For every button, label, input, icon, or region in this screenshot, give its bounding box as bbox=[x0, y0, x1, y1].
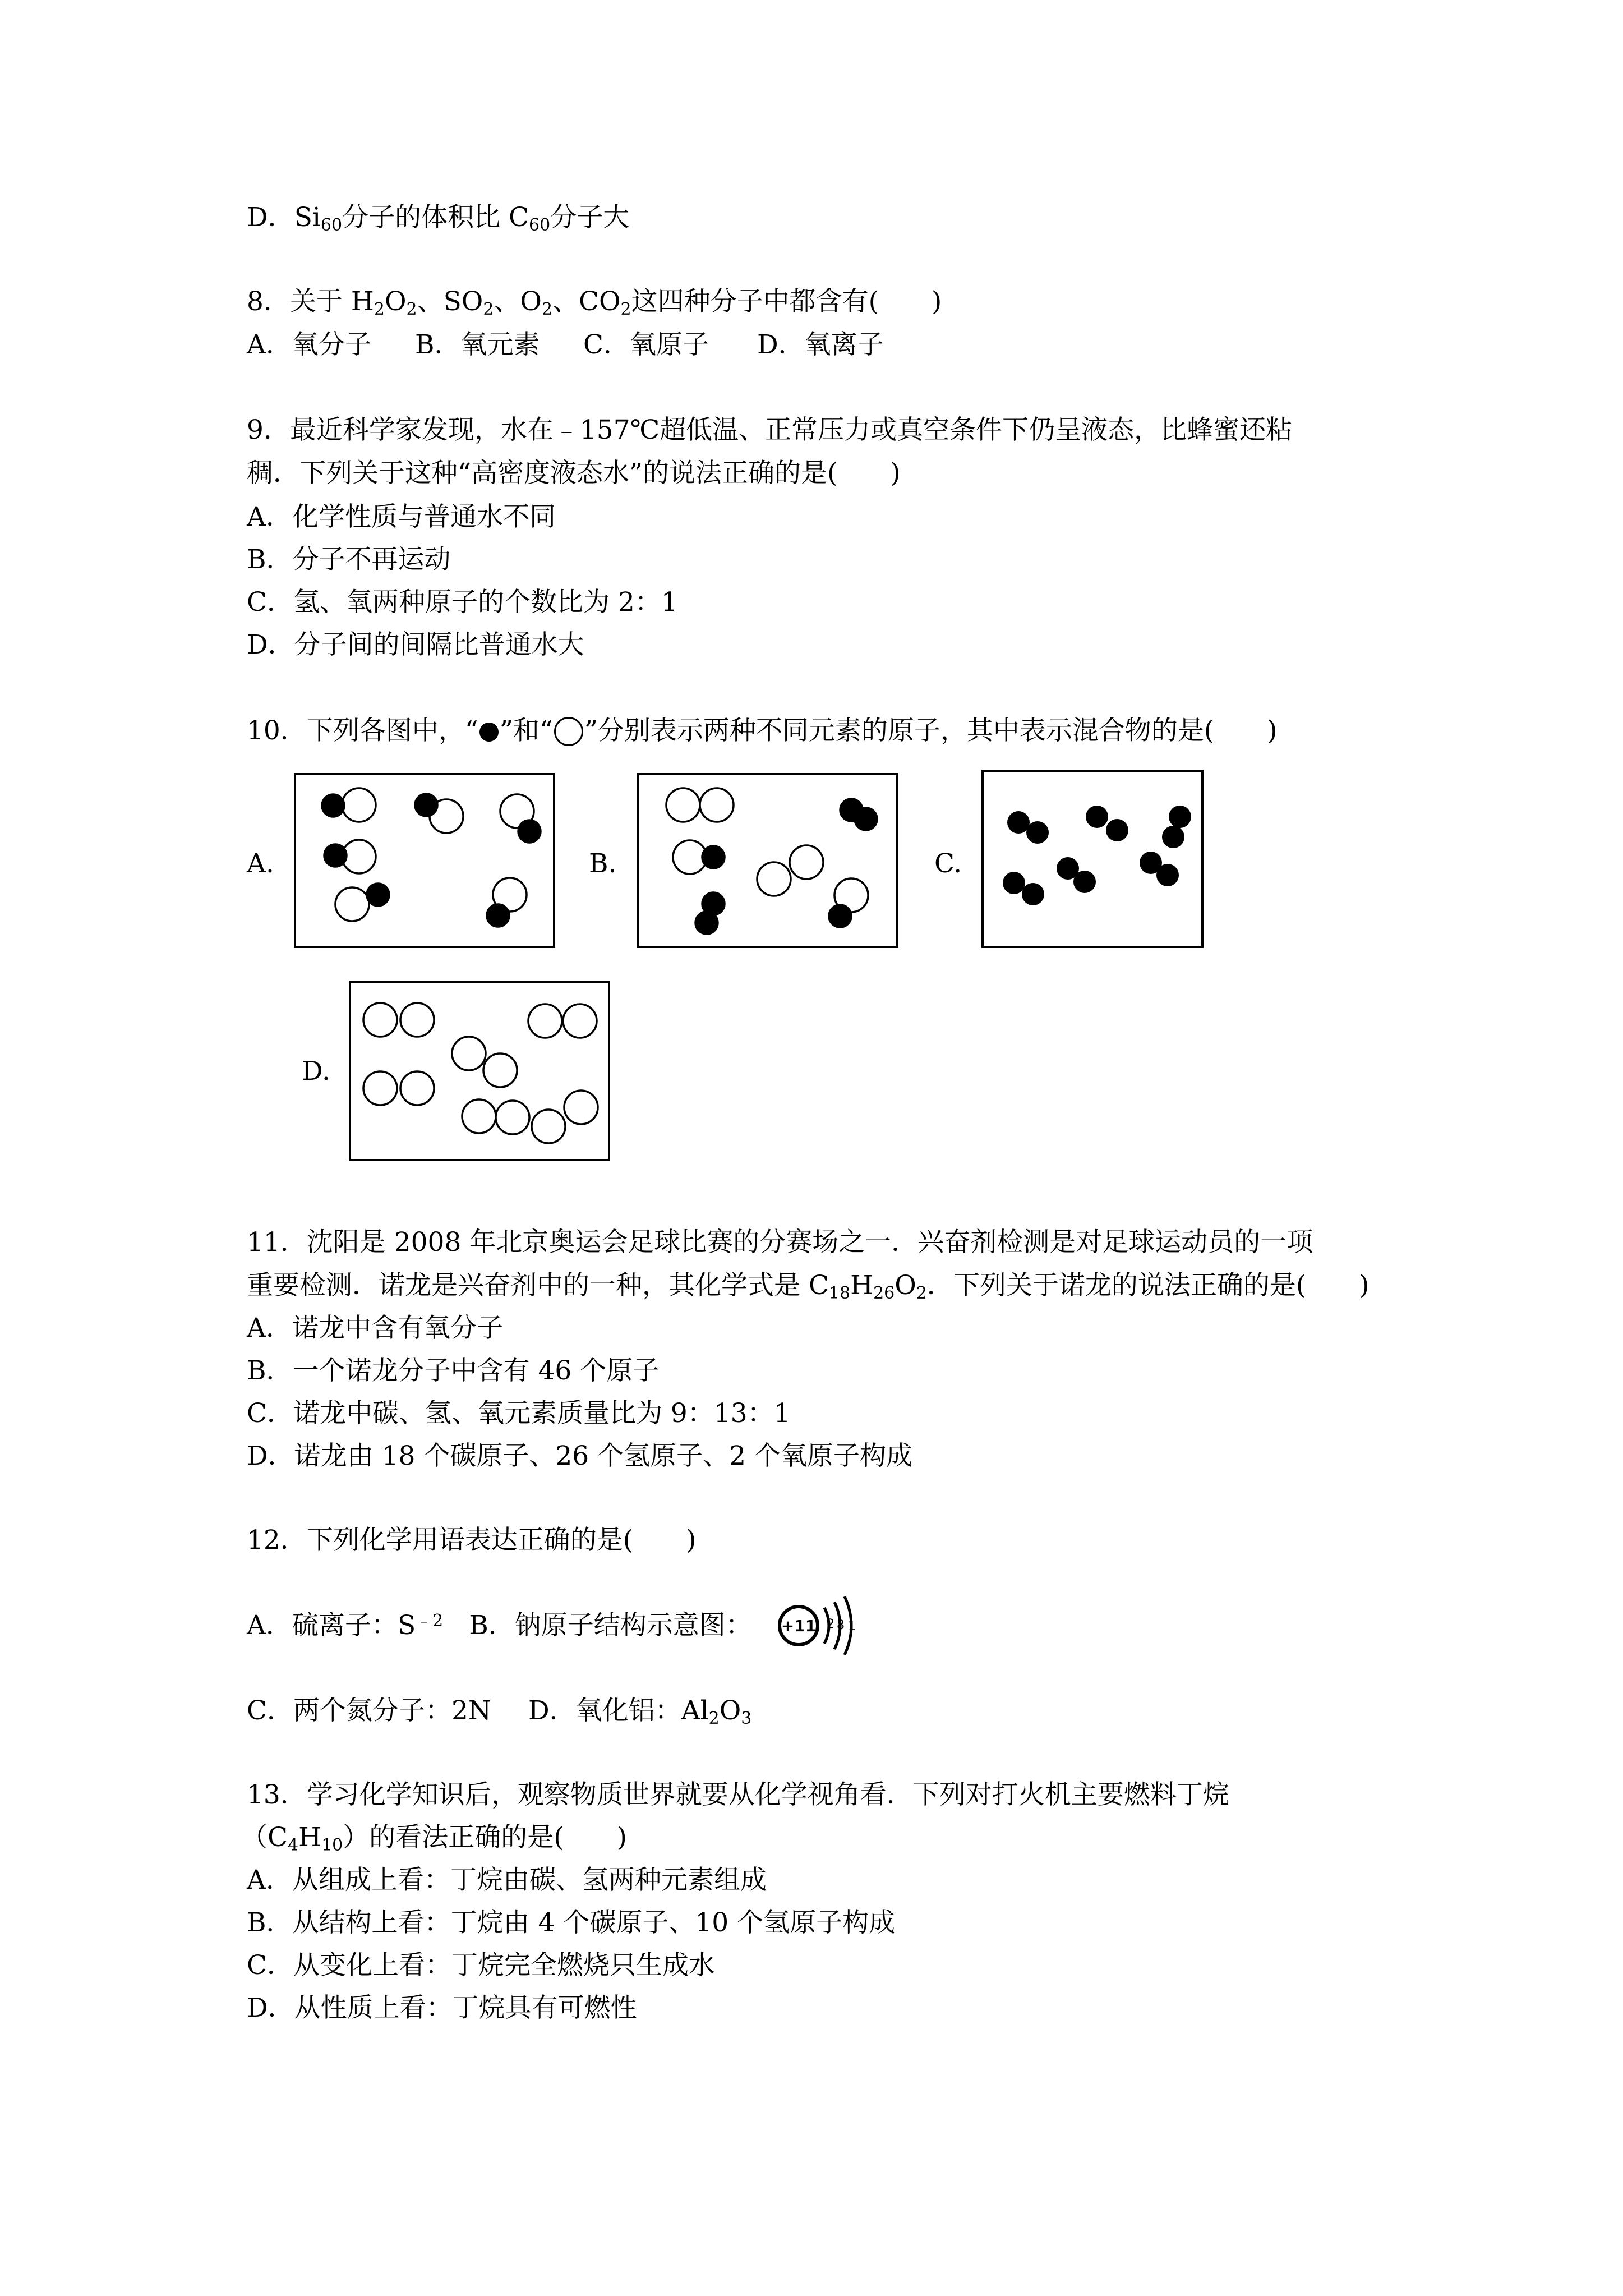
q12-stem: 12．下列化学用语表达正确的是( ) bbox=[247, 1525, 697, 1556]
q12-option-b: B．钠原子结构示意图： bbox=[469, 1610, 752, 1641]
q12-option-a: A．硫离子：$S^{﹣2}$ bbox=[247, 1610, 444, 1641]
q7-option-d: D．$Si_{60}$分子的体积比 $C_{60}$分子大 bbox=[247, 202, 630, 235]
q13-stem-line2: $(C_4H_{10})$的看法正确的是( ) bbox=[241, 1822, 627, 1855]
q10-diagram-d bbox=[349, 981, 610, 1161]
q11-stem-line1: 11．沈阳是 2008 年北京奥运会足球比赛的分赛场之一．兴奋剂检测是对足球运动员的一项 bbox=[247, 1227, 1313, 1258]
q12-option-d: D．氧化铝：$Al_2O_3$ bbox=[528, 1695, 752, 1728]
q9-stem-line1: 9．最近科学家发现，水在﹣157℃超低温、正常压力或真空条件下仍呈液态，比蜂蜜还粘 bbox=[247, 415, 1293, 445]
q9-option-d: D．分子间的间隔比普通水大 bbox=[247, 629, 584, 660]
white-atom-icon bbox=[554, 717, 583, 746]
q13-option-c: C．从变化上看：丁烷完全燃烧只生成水 bbox=[247, 1950, 715, 1981]
q8-option-c: C．氧原子 bbox=[583, 329, 709, 360]
q8-options bbox=[247, 328, 884, 362]
black-atom-icon bbox=[479, 723, 499, 742]
q8-option-b: B．氧元素 bbox=[415, 329, 540, 360]
q11-option-d: D．诺龙由 18 个碳原子、26 个氢原子、2 个氧原子构成 bbox=[247, 1441, 912, 1471]
q10-diagram-b bbox=[637, 773, 898, 948]
q12-options-ab bbox=[247, 1609, 752, 1642]
q13-stem-line1: 13．学习化学知识后，观察物质世界就要从化学视角看．下列对打火机主要燃料丁烷 bbox=[247, 1779, 1229, 1810]
q10-stem: 10．下列各图中，“ ”和“ ”分别表示两种不同元素的原子，其中表示混合物的是( ) bbox=[247, 715, 1278, 746]
q13-option-d: D．从性质上看：丁烷具有可燃性 bbox=[247, 1993, 637, 2023]
shell-2-count: 8 bbox=[837, 1618, 845, 1632]
q13-option-a: A．从组成上看：丁烷由碳、氢两种元素组成 bbox=[247, 1865, 767, 1895]
q8-stem: 8．关于 $H_2O_2$、$SO_2$、$O_2$、$CO_2$这四种分子中都含有( ) bbox=[247, 286, 942, 319]
q9-stem-line2: 稠．下列关于这种“高密度液态水”的说法正确的是( ) bbox=[247, 458, 901, 489]
q10-label-d: D. bbox=[302, 1056, 330, 1087]
q11-option-b: B．一个诺龙分子中含有 46 个原子 bbox=[247, 1355, 660, 1386]
q9-option-a: A．化学性质与普通水不同 bbox=[247, 501, 556, 532]
q13-option-b: B．从结构上看：丁烷由 4 个碳原子、10 个氢原子构成 bbox=[247, 1907, 896, 1938]
q9-option-c: C．氢、氧两种原子的个数比为 2：1 bbox=[247, 587, 678, 618]
q12-option-c: C．两个氮分子：2N bbox=[247, 1695, 491, 1726]
q12-options-cd bbox=[247, 1694, 751, 1728]
q10-label-c: C. bbox=[934, 848, 962, 879]
q11-option-a: A．诺龙中含有氧分子 bbox=[247, 1313, 503, 1343]
q8-option-a: A．氧分子 bbox=[247, 329, 371, 360]
nucleus-label: +11 bbox=[781, 1617, 817, 1635]
q10-diagram-c bbox=[981, 770, 1204, 948]
shell-3-count: 1 bbox=[848, 1619, 856, 1634]
q10-label-a: A. bbox=[247, 848, 274, 879]
q10-label-b: B. bbox=[589, 848, 617, 879]
q11-option-c: C．诺龙中碳、氢、氧元素质量比为 9：13：1 bbox=[247, 1398, 791, 1429]
q10-diagram-a bbox=[294, 773, 555, 948]
sodium-atom-structure-diagram bbox=[774, 1592, 858, 1665]
shell-1-count: 2 bbox=[827, 1617, 834, 1631]
q9-option-b: B．分子不再运动 bbox=[247, 544, 451, 575]
q8-option-d: D．氧离子 bbox=[757, 329, 884, 360]
q11-stem-line2: 重要检测．诺龙是兴奋剂中的一种，其化学式是 $C_{18}H_{26}O_2$．下列关于诺龙的说法正确的是( ) bbox=[247, 1270, 1370, 1303]
